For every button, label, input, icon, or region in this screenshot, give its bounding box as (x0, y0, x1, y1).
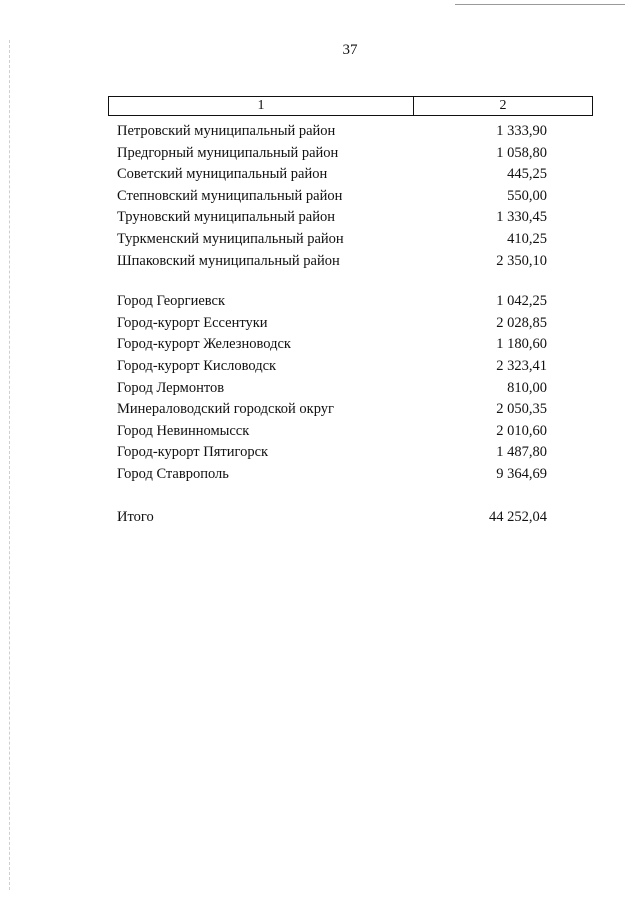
section-spacer (117, 486, 547, 507)
total-value: 44 252,04 (489, 508, 547, 525)
scan-edge-dashes (9, 40, 10, 890)
row-name: Шпаковский муниципальный район (117, 252, 340, 269)
column-header-2: 2 (499, 98, 507, 113)
page-number: 37 (342, 42, 358, 58)
table-row (117, 399, 547, 421)
row-name: Труновский муниципальный район (117, 209, 335, 226)
row-name: Предгорный муниципальный район (117, 144, 339, 161)
row-value: 445,25 (507, 166, 547, 183)
table-row (117, 186, 547, 208)
row-value: 2 350,10 (496, 252, 547, 269)
row-value: 2 323,41 (496, 357, 547, 374)
row-name: Город Лермонтов (117, 379, 225, 396)
table-row (117, 143, 547, 165)
row-value: 1 487,80 (496, 444, 547, 461)
table-row (117, 121, 547, 143)
table-row (117, 251, 547, 273)
scan-artifact-line (455, 4, 625, 5)
row-value: 2 010,60 (496, 422, 547, 439)
row-value: 410,25 (507, 230, 547, 247)
row-value: 2 050,35 (496, 401, 547, 418)
section-spacer (117, 272, 547, 291)
row-value: 1 333,90 (496, 123, 547, 139)
row-name: Город Ставрополь (117, 465, 229, 482)
total-row (117, 507, 547, 529)
row-name: Советский муниципальный район (117, 166, 328, 183)
table-row (117, 207, 547, 229)
row-value: 550,00 (507, 187, 547, 204)
table-row (117, 356, 547, 378)
row-name: Минераловодский городской округ (117, 401, 334, 418)
table-body (117, 121, 547, 528)
table-row (117, 464, 547, 486)
table-row (117, 442, 547, 464)
row-name: Город-курорт Ессентуки (117, 314, 268, 331)
row-name: Город-курорт Кисловодск (117, 357, 277, 374)
row-name: Степновский муниципальный район (117, 187, 343, 204)
table-header (108, 96, 593, 116)
row-name: Город-курорт Железноводск (117, 336, 291, 353)
row-name: Город Невинномысск (117, 422, 250, 439)
row-value: 2 028,85 (496, 314, 547, 331)
row-name: Город Георгиевск (117, 293, 226, 310)
table-row (117, 378, 547, 400)
column-header-1: 1 (109, 97, 414, 115)
table-row (117, 291, 547, 313)
row-name: Петровский муниципальный район (117, 123, 336, 139)
row-value: 1 058,80 (496, 144, 547, 161)
row-name: Город-курорт Пятигорск (117, 444, 269, 461)
table-row (117, 421, 547, 443)
row-name: Туркменский муниципальный район (117, 230, 344, 247)
table-row (117, 164, 547, 186)
row-value: 1 330,45 (496, 209, 547, 226)
row-value: 1 180,60 (496, 336, 547, 353)
row-value: 1 042,25 (496, 293, 547, 310)
total-label: Итого (117, 508, 154, 525)
table-row (117, 313, 547, 335)
row-value: 9 364,69 (496, 465, 547, 482)
table-row (117, 334, 547, 356)
table-row (117, 229, 547, 251)
row-value: 810,00 (507, 379, 547, 396)
